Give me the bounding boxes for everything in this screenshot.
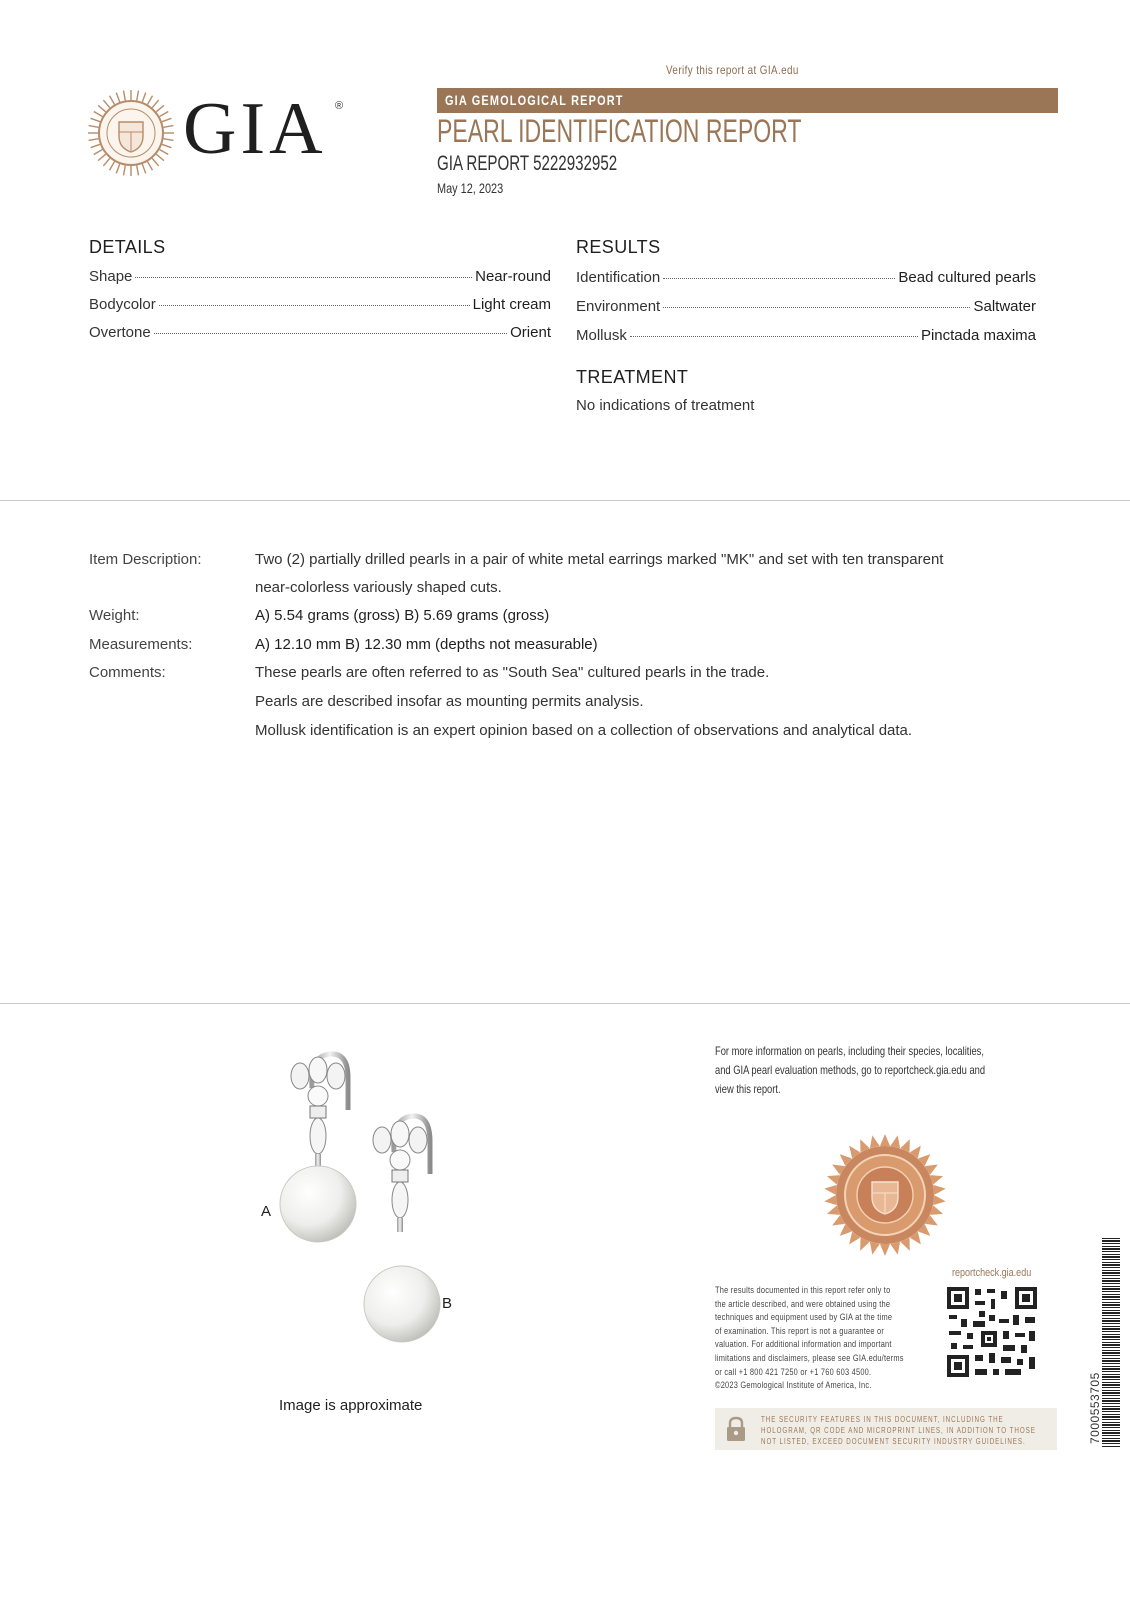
row-value: Bead cultured pearls [898,269,1036,286]
disclaimer-text [715,1284,949,1393]
results-row-mollusk [576,327,1036,344]
security-line: THE SECURITY FEATURES IN THIS DOCUMENT, INCLUDING THE [761,1415,1004,1424]
earring-label-a: A [261,1203,272,1220]
row-value: Near-round [475,268,551,285]
measurements-value: A) 12.10 mm B) 12.30 mm (depths not measurable) [255,636,598,653]
details-row-bodycolor [89,296,551,313]
leader-dots [159,305,470,306]
image-caption: Image is approximate [279,1397,423,1414]
report-title: PEARL IDENTIFICATION REPORT [437,113,802,149]
disclaimer-line: ©2023 Gemological Institute of America, Inc. [715,1380,872,1392]
details-heading: DETAILS [89,237,166,257]
more-info-line[interactable]: and GIA pearl evaluation methods, go to reportcheck.gia.edu and [715,1063,986,1077]
item-description-label: Item Description: [89,551,202,568]
leader-dots [663,278,895,279]
report-date: May 12, 2023 [437,180,504,196]
weight-value: A) 5.54 grams (gross) B) 5.69 grams (gross) [255,607,550,624]
leader-dots [630,336,918,337]
row-value: Orient [510,324,551,341]
section-divider [0,1003,1130,1004]
disclaimer-line: the article described, and were obtained using the [715,1298,891,1310]
security-text [761,1414,1050,1447]
barcode [1102,1238,1120,1448]
details-row-shape [89,268,551,285]
comments-label: Comments: [89,664,166,681]
row-label: Mollusk [576,327,627,344]
item-description-line: Two (2) partially drilled pearls in a pair of white metal earrings marked "MK" and set with ten transparent [255,551,944,568]
disclaimer-line: valuation. For additional information and important [715,1339,892,1351]
results-heading: RESULTS [576,237,661,257]
row-value: Pinctada maxima [920,327,1036,344]
gia-wordmark: GIA [183,88,327,170]
security-line: NOT LISTED, EXCEED DOCUMENT SECURITY INDUSTRY GUIDELINES. [761,1437,1026,1446]
results-row-identification [576,269,1036,286]
security-notice [715,1408,1057,1450]
document-serial-number: 7000553705 [1088,1372,1102,1444]
report-type-band [437,88,1058,113]
gia-hologram-seal [824,1134,946,1256]
lock-icon [725,1416,747,1442]
comment-line: Mollusk identification is an expert opinion based on a collection of observations and analytical data. [255,722,913,739]
comment-line: These pearls are often referred to as "South Sea" cultured pearls in the trade. [255,664,770,681]
weight-label: Weight: [89,607,140,624]
leader-dots [135,277,472,278]
disclaimer-line: limitations and disclaimers, please see GIA.edu/terms [715,1352,904,1364]
results-row-environment [576,298,1036,315]
measurements-label: Measurements: [89,636,193,653]
reportcheck-link[interactable]: reportcheck.gia.edu [952,1267,1032,1279]
row-label: Bodycolor [89,296,156,313]
row-value: Light cream [472,296,551,313]
comment-line: Pearls are described insofar as mounting permits analysis. [255,693,644,710]
more-info-text [715,1042,1043,1099]
verify-link[interactable]: Verify this report at GIA.edu [666,63,799,77]
earrings-illustration [270,1048,470,1378]
row-label: Environment [576,298,661,315]
row-label: Identification [576,269,661,286]
treatment-text: No indications of treatment [576,397,755,414]
section-divider [0,500,1130,501]
leader-dots [154,333,507,334]
security-line: HOLOGRAM, QR CODE AND MICROPRINT LINES, IN ADDITION TO THOSE [761,1426,1036,1435]
report-number: GIA REPORT 5222932952 [437,152,618,175]
row-value: Saltwater [973,298,1036,315]
leader-dots [663,307,970,308]
disclaimer-line: of examination. This report is not a guarantee or [715,1325,885,1337]
gia-seal-logo [86,88,176,178]
item-description-line: near-colorless variously shaped cuts. [255,579,502,596]
band-title: GIA GEMOLOGICAL REPORT [445,92,624,108]
earring-label-b: B [442,1295,453,1312]
registered-mark: ® [335,100,344,112]
more-info-line: For more information on pearls, including their species, localities, [715,1044,984,1058]
treatment-heading: TREATMENT [576,367,689,387]
disclaimer-line: or call +1 800 421 7250 or +1 760 603 4500. [715,1366,872,1378]
row-label: Overtone [89,324,151,341]
row-label: Shape [89,268,133,285]
more-info-line: view this report. [715,1082,781,1096]
disclaimer-line: techniques and equipment used by GIA at the time [715,1312,893,1324]
disclaimer-line: The results documented in this report refer only to [715,1285,891,1296]
details-row-overtone [89,324,551,341]
qr-code[interactable] [945,1285,1039,1379]
